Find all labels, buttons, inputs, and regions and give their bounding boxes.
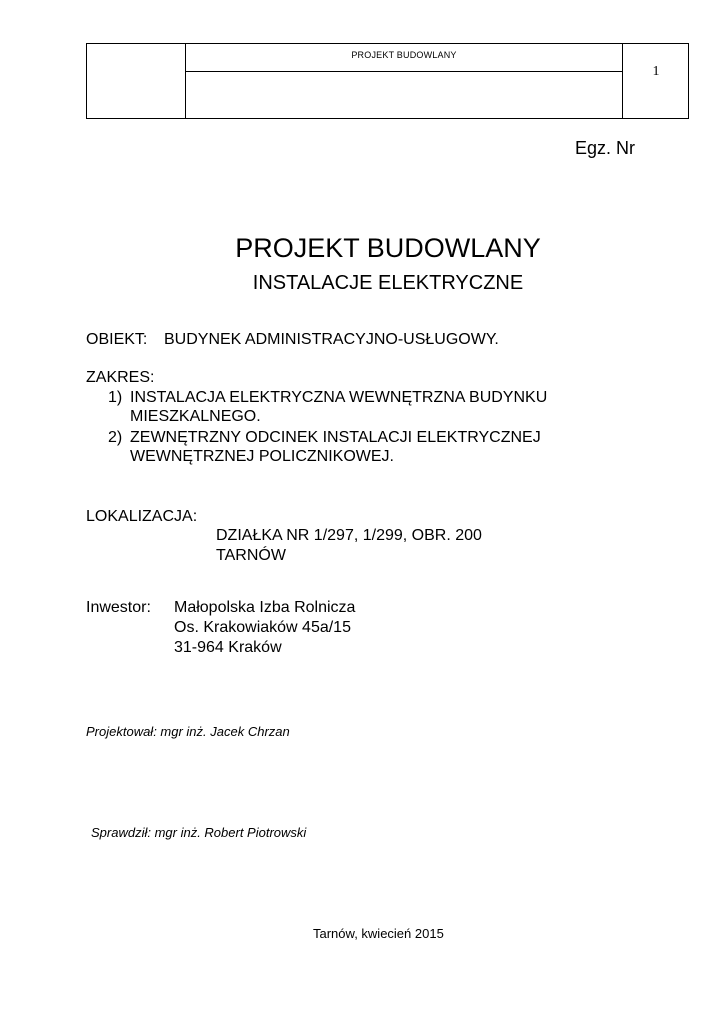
scope-item-number: 2) xyxy=(108,429,123,446)
location-city: TARNÓW xyxy=(216,547,286,564)
location-label: LOKALIZACJA: xyxy=(86,508,198,525)
place-date: Tarnów, kwiecień 2015 xyxy=(313,926,444,941)
document-subtitle: INSTALACJE ELEKTRYCZNE xyxy=(252,272,524,294)
scope-item-line: WEWNĘTRZNEJ POLICZNIKOWEJ. xyxy=(130,448,394,465)
investor-name: Małopolska Izba Rolnicza xyxy=(174,599,356,616)
checked-by: Sprawdził: mgr inż. Robert Piotrowski xyxy=(91,825,307,840)
investor-postal: 31-964 Kraków xyxy=(174,639,282,656)
object-value: BUDYNEK ADMINISTRACYJNO-USŁUGOWY. xyxy=(164,331,499,348)
scope-item-line: MIESZKALNEGO. xyxy=(130,408,261,425)
header-table xyxy=(86,43,689,119)
header-title: PROJEKT BUDOWLANY xyxy=(351,50,457,60)
scope-label: ZAKRES: xyxy=(86,369,155,386)
scope-item-line: ZEWNĘTRZNY ODCINEK INSTALACJI ELEKTRYCZNEJ xyxy=(130,429,541,446)
header-divider-horizontal xyxy=(185,71,623,72)
document-title: PROJEKT BUDOWLANY xyxy=(235,233,541,263)
location-plot: DZIAŁKA NR 1/297, 1/299, OBR. 200 xyxy=(216,527,482,544)
investor-street: Os. Krakowiaków 45a/15 xyxy=(174,619,351,636)
designed-by: Projektował: mgr inż. Jacek Chrzan xyxy=(86,724,290,739)
scope-item-line: INSTALACJA ELEKTRYCZNA WEWNĘTRZNA BUDYNKU xyxy=(130,389,548,406)
object-label: OBIEKT: xyxy=(86,331,148,348)
investor-label: Inwestor: xyxy=(86,599,151,616)
header-divider-right xyxy=(622,44,623,118)
page-number: 1 xyxy=(652,64,660,79)
scope-item-number: 1) xyxy=(108,389,123,406)
copy-number-label: Egz. Nr xyxy=(575,138,636,158)
